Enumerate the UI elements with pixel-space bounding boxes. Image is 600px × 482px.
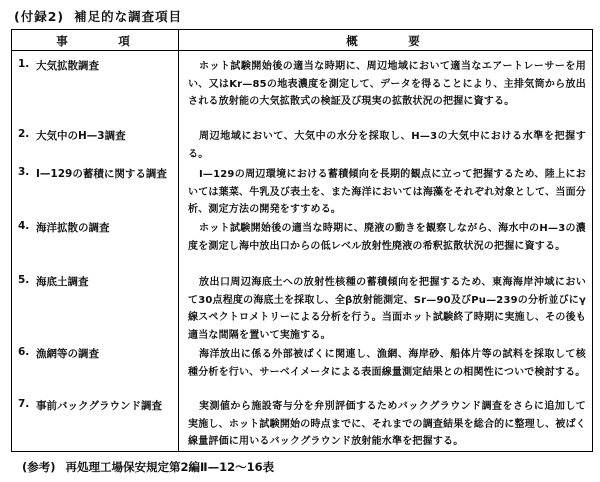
row-item: 大気拡散調査 (36, 60, 99, 72)
header-description: 概 要 (346, 34, 424, 48)
row-number: 5. (18, 274, 30, 286)
row-number: 2. (18, 128, 30, 140)
row-number: 6. (18, 346, 30, 358)
row-description: ホット試験開始後の適当な時期に、周辺地域において適当なエアートレーサーを用い、又はKr—85の地表濃度を測定して、データを得ることにより、主排気筒から放出される放射能の大気拡散式の検証及び現実の拡散状況の把握に資する。 (188, 61, 586, 107)
page-title: 補足的な調査項目 (74, 9, 183, 24)
reference-note (22, 459, 274, 475)
row-description: 実測値から施設寄与分を弁別評価するためバックグラウンド調査をさらに追加して実施し、ホット試験開始の時点までに、それまでの調査結果を総合的に整理し、被ばく線量評価に用いるバックグラウンド放射能水準を把握する。 (188, 401, 586, 447)
page-heading (14, 7, 182, 25)
reference-label: (参考) (22, 460, 56, 474)
row-number: 7. (18, 398, 30, 410)
row-item: 海洋拡散の調査 (36, 222, 110, 234)
header-item: 事 項 (56, 34, 134, 48)
row-description: 海洋放出に係る外部被ばくに関連し、漁網、海岸砂、船体片等の試料を採取して核種分析を行い、サーベイメータによる表面線量測定結果との相関性についで検討する。 (188, 349, 586, 378)
row-number: 4. (18, 220, 30, 232)
row-description: ホット試験開始後の適当な時期に、廃液の動きを観察しながら、海水中のH—3の濃度を測定し海中放出口からの低レベル放射性廃液の希釈拡散状況の把握に資する。 (188, 223, 586, 252)
appendix-label: (付録2) (14, 9, 65, 24)
column-divider (178, 30, 179, 451)
row-item: 漁網等の調査 (36, 348, 99, 360)
row-description: 放出口周辺海底土への放射性核種の蓄積傾向を把握するため、東海海岸沖域において30点程度の海底土を採取し、全β放射能測定、Sr—90及びPu—239の分析並びにγ線スペクトロメトリーによる分析を行う。当面ホット試験終了時期に実施し、その後も適当な間隔を置いて実施する。 (188, 277, 586, 341)
reference-text: 再処理工場保安規定第2編Ⅱ—12〜16表 (65, 460, 275, 474)
table-header-row (12, 30, 592, 51)
row-item: 大気中のH—3調査 (36, 130, 126, 142)
survey-items-table (11, 29, 593, 452)
row-item: I—129の蓄積に関する調査 (36, 168, 167, 180)
row-number: 1. (18, 58, 30, 70)
row-number: 3. (18, 166, 30, 178)
row-description: I—129の周辺環境における蓄積傾向を長期的観点に立って把握するため、陸上においては葉菜、牛乳及び表土を、また海洋においては海藻をそれぞれ対象として、当面分析、測定方法の開発をすすめる。 (188, 169, 586, 215)
row-description: 周辺地域において、大気中の水分を採取し、H—3の大気中における水準を把握する。 (188, 131, 586, 160)
row-item: 海底土調査 (36, 276, 89, 288)
row-item: 事前バックグラウンド調査 (36, 400, 162, 412)
